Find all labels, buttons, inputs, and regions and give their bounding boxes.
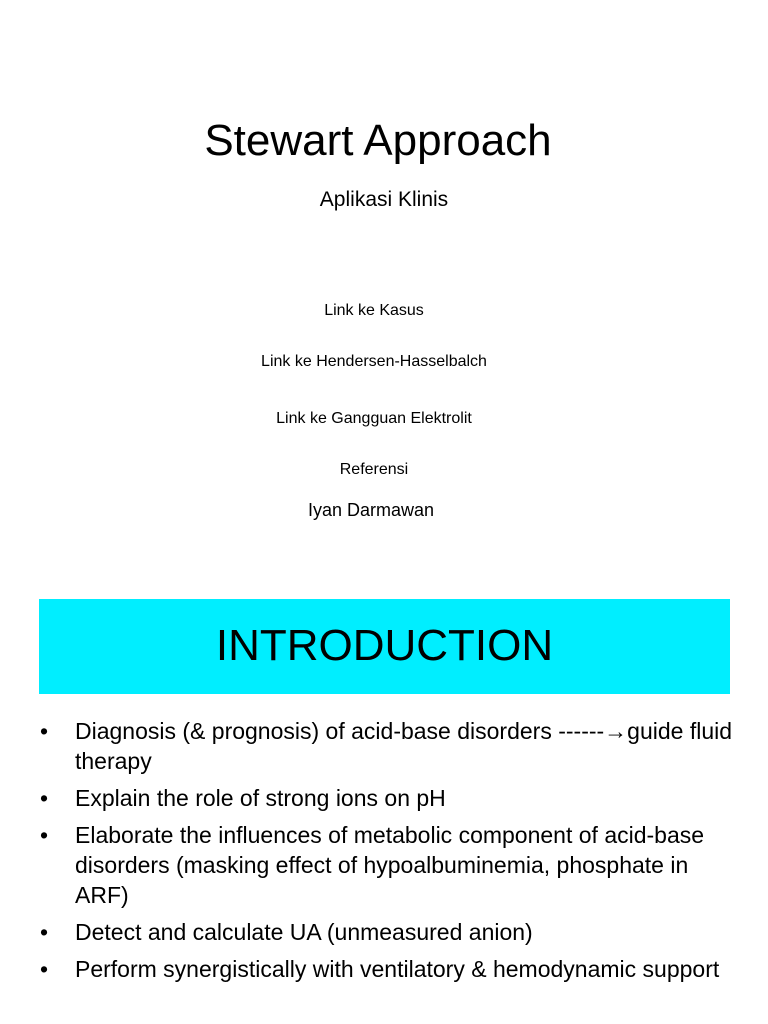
- list-item: [40, 783, 745, 813]
- bullet-text: Diagnosis (& prognosis) of acid-base disorders ------→guide fluid therapy: [75, 718, 733, 774]
- bullet-dot-icon: •: [40, 822, 49, 848]
- link-hendersen-hasselbalch[interactable]: Link ke Hendersen-Hasselbalch: [261, 353, 487, 370]
- bullet-text: Explain the role of strong ions on pH: [75, 785, 446, 811]
- slide-title: Stewart Approach: [204, 116, 552, 165]
- list-item: [40, 954, 745, 984]
- bullet-text: Perform synergistically with ventilatory & hemodynamic support: [75, 956, 720, 982]
- bullet-list: [40, 716, 745, 991]
- link-gangguan-elektrolit[interactable]: Link ke Gangguan Elektrolit: [276, 410, 472, 427]
- bullet-text: Elaborate the influences of metabolic component of acid-base disorders (masking effect of hypoalbuminemia, phosphate in ARF): [75, 822, 705, 908]
- bullet-dot-icon: •: [40, 785, 49, 811]
- list-item: [40, 820, 745, 910]
- bullet-dot-icon: •: [40, 718, 49, 744]
- author-name: Iyan Darmawan: [307, 500, 435, 520]
- list-item: [40, 716, 745, 776]
- bullet-text: Detect and calculate UA (unmeasured anion): [75, 919, 533, 945]
- introduction-heading: INTRODUCTION: [215, 621, 554, 670]
- link-referensi[interactable]: Referensi: [339, 461, 409, 478]
- bullet-dot-icon: •: [40, 956, 49, 982]
- link-kasus[interactable]: Link ke Kasus: [324, 302, 424, 319]
- slide-subtitle: Aplikasi Klinis: [319, 188, 449, 211]
- introduction-banner: [39, 599, 730, 694]
- list-item: [40, 917, 745, 947]
- bullet-dot-icon: •: [40, 919, 49, 945]
